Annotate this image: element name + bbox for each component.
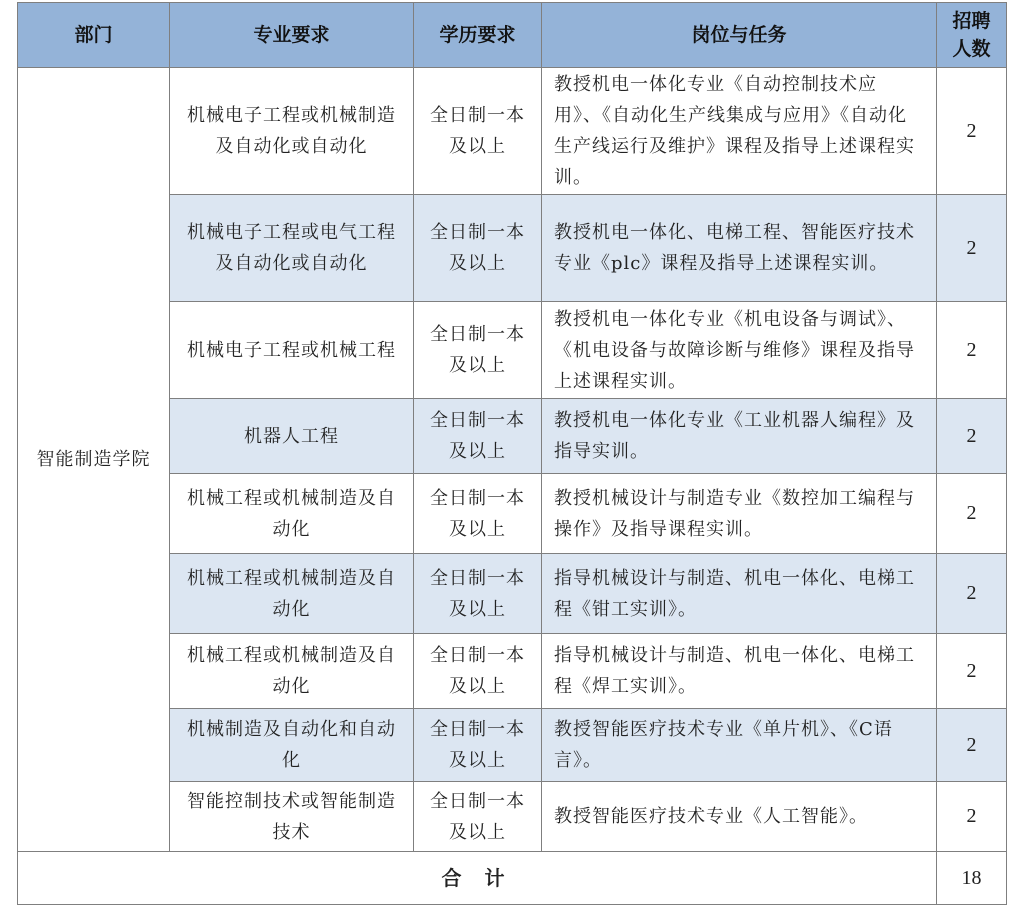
major-cell: 机械工程或机械制造及自动化 (170, 634, 414, 709)
task-cell: 教授机电一体化专业《工业机器人编程》及指导实训。 (542, 399, 937, 474)
task-cell: 教授机电一体化专业《机电设备与调试》、《机电设备与故障诊断与维修》课程及指导上述课程实训。 (542, 302, 937, 399)
edu-cell: 全日制一本及以上 (414, 554, 542, 634)
major-cell: 智能控制技术或智能制造技术 (170, 782, 414, 852)
header-major: 专业要求 (170, 3, 414, 68)
header-task: 岗位与任务 (542, 3, 937, 68)
edu-cell: 全日制一本及以上 (414, 399, 542, 474)
header-count: 招聘人数 (937, 3, 1007, 68)
major-cell: 机械电子工程或机械工程 (170, 302, 414, 399)
count-cell: 2 (937, 474, 1007, 554)
count-cell: 2 (937, 68, 1007, 195)
header-edu: 学历要求 (414, 3, 542, 68)
count-cell: 2 (937, 634, 1007, 709)
total-label: 合 计 (18, 852, 937, 905)
count-cell: 2 (937, 554, 1007, 634)
count-cell: 2 (937, 782, 1007, 852)
recruitment-table (17, 2, 1007, 905)
major-cell: 机械电子工程或机械制造及自动化或自动化 (170, 68, 414, 195)
task-cell: 指导机械设计与制造、机电一体化、电梯工程《钳工实训》。 (542, 554, 937, 634)
department-cell: 智能制造学院 (18, 68, 170, 852)
count-cell: 2 (937, 399, 1007, 474)
major-cell: 机器人工程 (170, 399, 414, 474)
edu-cell: 全日制一本及以上 (414, 302, 542, 399)
edu-cell: 全日制一本及以上 (414, 782, 542, 852)
recruitment-table-container (17, 2, 1007, 905)
task-cell: 教授机械设计与制造专业《数控加工编程与操作》及指导课程实训。 (542, 474, 937, 554)
total-count: 18 (937, 852, 1007, 905)
major-cell: 机械电子工程或电气工程及自动化或自动化 (170, 195, 414, 302)
count-cell: 2 (937, 302, 1007, 399)
major-cell: 机械工程或机械制造及自动化 (170, 554, 414, 634)
table-row (18, 68, 1007, 195)
count-cell: 2 (937, 709, 1007, 782)
task-cell: 教授智能医疗技术专业《单片机》、《C语言》。 (542, 709, 937, 782)
header-dept: 部门 (18, 3, 170, 68)
edu-cell: 全日制一本及以上 (414, 474, 542, 554)
edu-cell: 全日制一本及以上 (414, 195, 542, 302)
task-cell: 指导机械设计与制造、机电一体化、电梯工程《焊工实训》。 (542, 634, 937, 709)
major-cell: 机械工程或机械制造及自动化 (170, 474, 414, 554)
task-cell: 教授机电一体化、电梯工程、智能医疗技术专业《plc》课程及指导上述课程实训。 (542, 195, 937, 302)
total-row (18, 852, 1007, 905)
edu-cell: 全日制一本及以上 (414, 634, 542, 709)
header-row (18, 3, 1007, 68)
task-cell: 教授机电一体化专业《自动控制技术应用》、《自动化生产线集成与应用》《自动化生产线运行及维护》课程及指导上述课程实训。 (542, 68, 937, 195)
edu-cell: 全日制一本及以上 (414, 68, 542, 195)
edu-cell: 全日制一本及以上 (414, 709, 542, 782)
task-cell: 教授智能医疗技术专业《人工智能》。 (542, 782, 937, 852)
major-cell: 机械制造及自动化和自动化 (170, 709, 414, 782)
count-cell: 2 (937, 195, 1007, 302)
